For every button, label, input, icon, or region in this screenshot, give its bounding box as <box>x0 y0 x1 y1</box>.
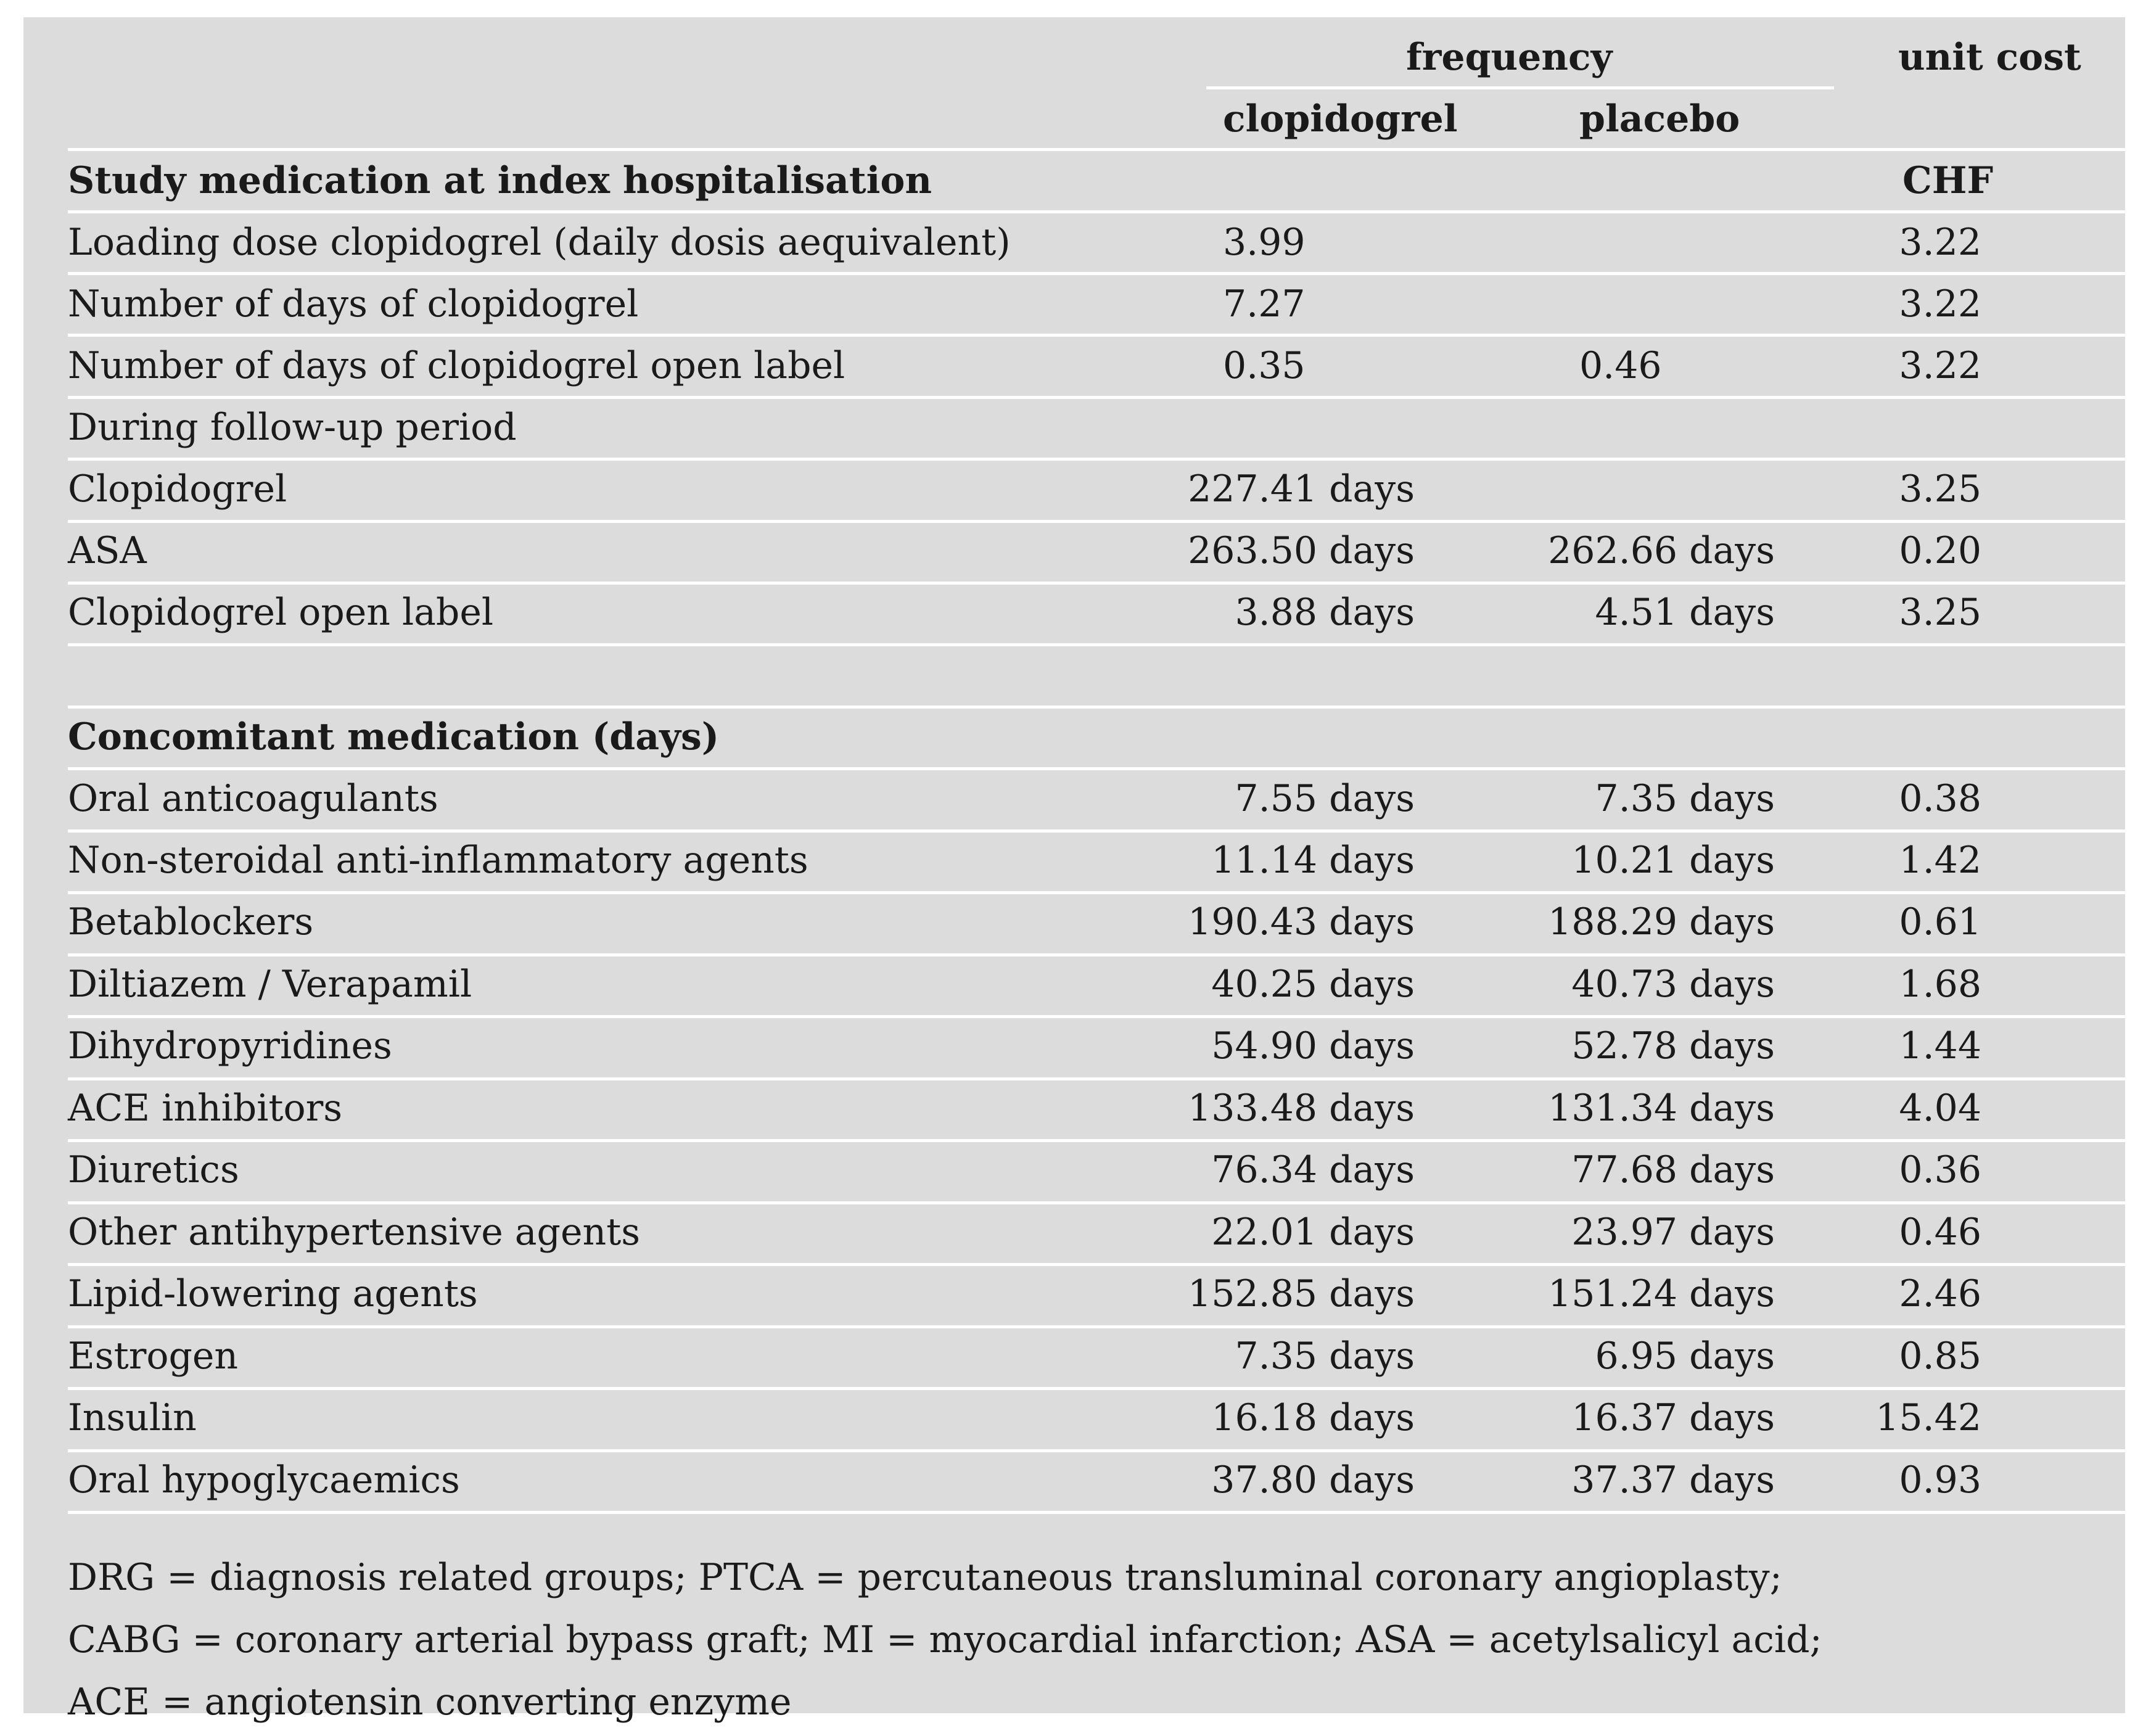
clopidogrel-value: 37.80 days <box>1211 1458 1415 1502</box>
frequency-header: frequency <box>1406 36 1613 79</box>
clopidogrel-value: 7.55 days <box>1235 777 1415 820</box>
row-rule <box>68 767 2126 770</box>
row-rule <box>68 1325 2126 1328</box>
row-label: Loading dose clopidogrel (daily dosis aequivalent) <box>68 221 1011 264</box>
row-rule <box>68 272 2126 275</box>
clopidogrel-value: 76.34 days <box>1211 1148 1415 1191</box>
row-label: Betablockers <box>68 900 314 944</box>
placebo-value: 188.29 days <box>1548 900 1775 944</box>
clopidogrel-value: 3.88 days <box>1235 591 1415 634</box>
row-label: Number of days of clopidogrel open label <box>68 344 845 387</box>
row-rule <box>68 891 2126 894</box>
row-label: Clopidogrel open label <box>68 591 494 634</box>
header-rule <box>68 148 2126 151</box>
row-label: Estrogen <box>68 1335 239 1378</box>
row-rule <box>68 396 2126 399</box>
unit-cost-value: 2.46 <box>1899 1272 1981 1315</box>
unit-cost-value: 1.68 <box>1899 963 1981 1006</box>
unit-cost-value: 3.22 <box>1899 221 1981 264</box>
row-label: Clopidogrel <box>68 467 287 511</box>
row-rule <box>68 1387 2126 1390</box>
section-study-medication-title: Study medication at index hospitalisation <box>68 159 932 202</box>
placebo-value: 262.66 days <box>1548 529 1775 572</box>
clopidogrel-value: 7.27 <box>1223 282 1306 326</box>
row-rule <box>68 1077 2126 1080</box>
unit-cost-value: 0.38 <box>1899 777 1981 820</box>
row-label: Insulin <box>68 1396 197 1439</box>
row-label: Oral anticoagulants <box>68 777 438 820</box>
row-label: Non-steroidal anti-inflammatory agents <box>68 839 808 882</box>
clopidogrel-value: 190.43 days <box>1188 900 1415 944</box>
row-label: Diltiazem / Verapamil <box>68 963 472 1006</box>
placebo-value: 37.37 days <box>1571 1458 1775 1502</box>
row-rule <box>68 1511 2126 1514</box>
row-label: Diuretics <box>68 1148 239 1191</box>
unit-cost-header: unit cost <box>1898 36 2081 79</box>
unit-cost-value: 0.46 <box>1899 1211 1981 1254</box>
row-rule <box>68 643 2126 646</box>
clopidogrel-value: 22.01 days <box>1211 1211 1415 1254</box>
placebo-value: 77.68 days <box>1571 1148 1775 1191</box>
clopidogrel-value: 133.48 days <box>1188 1087 1415 1130</box>
currency-label: CHF <box>1902 159 1994 202</box>
unit-cost-value: 0.20 <box>1899 529 1981 572</box>
clopidogrel-value: 40.25 days <box>1211 963 1415 1006</box>
clopidogrel-value: 3.99 <box>1223 221 1306 264</box>
row-label: ASA <box>68 529 147 572</box>
row-label: Number of days of clopidogrel <box>68 282 639 326</box>
row-rule <box>68 706 2126 709</box>
row-label: Dihydropyridines <box>68 1024 392 1068</box>
placebo-value: 23.97 days <box>1571 1211 1775 1254</box>
row-label: Oral hypoglycaemics <box>68 1458 460 1502</box>
unit-cost-value: 1.44 <box>1899 1024 1981 1068</box>
footnote-line: DRG = diagnosis related groups; PTCA = percutaneous transluminal coronary angioplasty; <box>68 1556 1782 1599</box>
section-concomitant-title: Concomitant medication (days) <box>68 715 720 759</box>
placebo-value: 40.73 days <box>1571 963 1775 1006</box>
unit-cost-value: 0.61 <box>1899 900 1981 944</box>
row-rule <box>68 458 2126 461</box>
row-label: Lipid-lowering agents <box>68 1272 478 1315</box>
frequency-rule <box>1206 86 1834 89</box>
unit-cost-value: 0.85 <box>1899 1335 1981 1378</box>
clopidogrel-column-header: clopidogrel <box>1223 97 1458 141</box>
clopidogrel-value: 227.41 days <box>1188 467 1415 511</box>
placebo-value: 151.24 days <box>1548 1272 1775 1315</box>
unit-cost-value: 1.42 <box>1899 839 1981 882</box>
clopidogrel-value: 263.50 days <box>1188 529 1415 572</box>
row-label: ACE inhibitors <box>68 1087 343 1130</box>
unit-cost-value: 3.25 <box>1899 591 1981 634</box>
footnote-line: ACE = angiotensin converting enzyme <box>68 1680 792 1724</box>
unit-cost-value: 3.25 <box>1899 467 1981 511</box>
clopidogrel-value: 11.14 days <box>1211 839 1415 882</box>
placebo-value: 10.21 days <box>1571 839 1775 882</box>
row-label: Other antihypertensive agents <box>68 1211 641 1254</box>
placebo-value: 0.46 <box>1579 344 1662 387</box>
placebo-value: 131.34 days <box>1548 1087 1775 1130</box>
footnote-line: CABG = coronary arterial bypass graft; MI = myocardial infarction; ASA = acetylsalicyl acid; <box>68 1618 1822 1661</box>
clopidogrel-value: 54.90 days <box>1211 1024 1415 1068</box>
placebo-value: 7.35 days <box>1595 777 1775 820</box>
placebo-value: 4.51 days <box>1595 591 1775 634</box>
clopidogrel-value: 152.85 days <box>1188 1272 1415 1315</box>
table-footnote <box>68 1547 1822 1734</box>
row-rule <box>68 210 2126 213</box>
unit-cost-value: 0.36 <box>1899 1148 1981 1191</box>
clopidogrel-value: 7.35 days <box>1235 1335 1415 1378</box>
row-rule <box>68 1139 2126 1142</box>
followup-subheading: During follow-up period <box>68 406 517 449</box>
unit-cost-value: 3.22 <box>1899 344 1981 387</box>
clopidogrel-value: 0.35 <box>1223 344 1306 387</box>
row-rule <box>68 520 2126 523</box>
placebo-value: 16.37 days <box>1571 1396 1775 1439</box>
table-panel <box>23 17 2125 1724</box>
row-rule <box>68 334 2126 337</box>
clopidogrel-value: 16.18 days <box>1211 1396 1415 1439</box>
placebo-value: 52.78 days <box>1571 1024 1775 1068</box>
unit-cost-value: 15.42 <box>1875 1396 1981 1439</box>
placebo-value: 6.95 days <box>1595 1335 1775 1378</box>
unit-cost-value: 0.93 <box>1899 1458 1981 1502</box>
unit-cost-value: 4.04 <box>1899 1087 1981 1130</box>
placebo-column-header: placebo <box>1579 97 1740 141</box>
unit-cost-value: 3.22 <box>1899 282 1981 326</box>
